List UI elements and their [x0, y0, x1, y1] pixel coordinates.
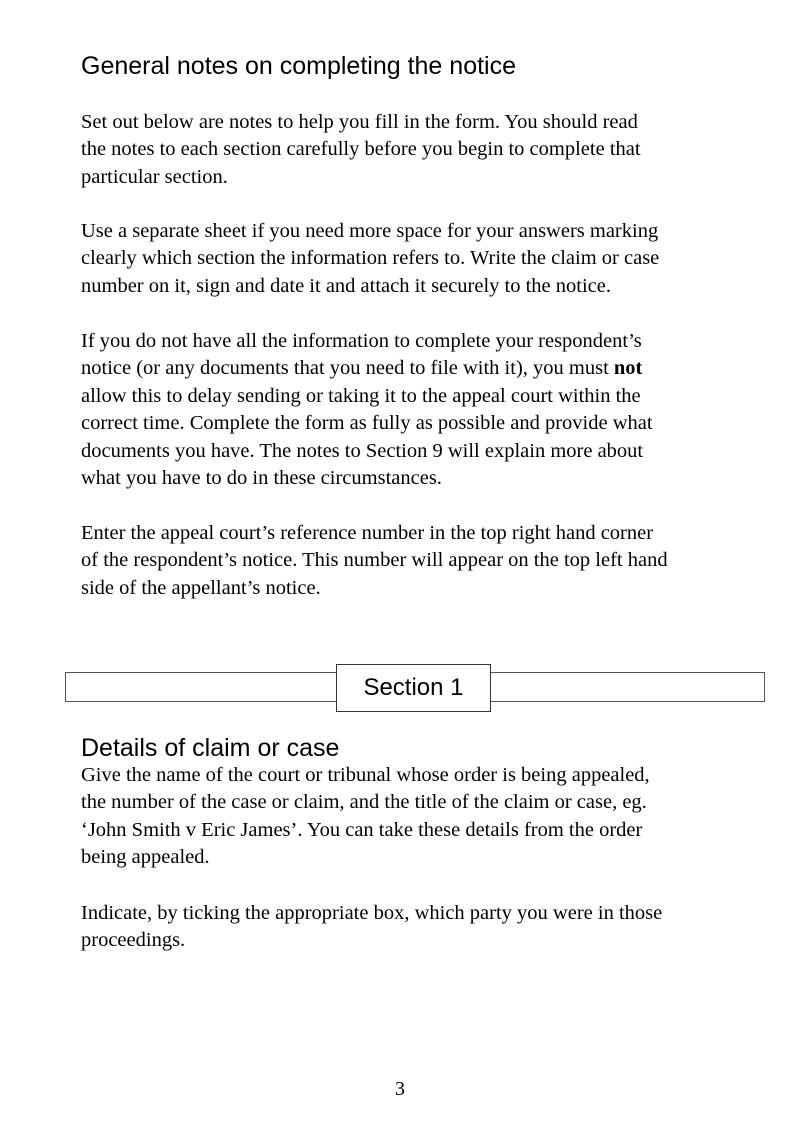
general-notes-paragraph-2	[81, 218, 761, 300]
text-line: Set out below are notes to help you fill in the form. You should read	[81, 111, 638, 133]
general-notes-paragraph-1	[81, 109, 761, 191]
text-line: documents you have. The notes to Section 9 will explain more about	[81, 439, 644, 462]
text-line: Enter the appeal court’s reference number in the top right hand corner	[81, 522, 654, 544]
text-line: ‘John Smith v Eric James’. You can take these details from the order	[81, 818, 643, 841]
text-line: the notes to each section carefully before you begin to complete that	[81, 138, 641, 161]
text-fragment: notice (or any documents that you need to file with it), you must	[81, 357, 609, 380]
text-line: Indicate, by ticking the appropriate box, which party you were in those	[81, 902, 663, 924]
text-line: particular section.	[81, 165, 228, 188]
text-line-with-emphasis	[81, 355, 761, 382]
text-line: being appealed.	[81, 846, 210, 869]
general-notes-paragraph-4	[81, 520, 761, 602]
general-notes-paragraph-3	[81, 328, 761, 492]
section-heading: Details of claim or case	[81, 734, 340, 762]
text-line: Give the name of the court or tribunal whose order is being appealed,	[81, 764, 650, 786]
page-number: 3	[395, 1078, 405, 1100]
section-paragraph-1	[81, 762, 761, 872]
text-line: what you have to do in these circumstances.	[81, 467, 442, 490]
text-line: the number of the case or claim, and the title of the claim or case, eg.	[81, 791, 647, 814]
text-line: allow this to delay sending or taking it to the appeal court within the	[81, 384, 641, 407]
text-line: clearly which section the information refers to. Write the claim or case	[81, 247, 660, 270]
text-line: If you do not have all the information to complete your respondent’s	[81, 330, 642, 352]
general-notes-heading: General notes on completing the notice	[81, 52, 516, 80]
section-label-box: Section 1	[336, 664, 491, 712]
text-line: proceedings.	[81, 929, 186, 952]
section-paragraph-2	[81, 900, 761, 955]
text-line: Use a separate sheet if you need more space for your answers marking	[81, 220, 659, 242]
emphasis-not: not	[613, 357, 643, 380]
text-line: side of the appellant’s notice.	[81, 576, 321, 599]
text-line: correct time. Complete the form as fully as possible and provide what	[81, 412, 653, 435]
text-line: of the respondent’s notice. This number will appear on the top left hand	[81, 549, 668, 572]
text-line: number on it, sign and date it and attach it securely to the notice.	[81, 274, 611, 297]
